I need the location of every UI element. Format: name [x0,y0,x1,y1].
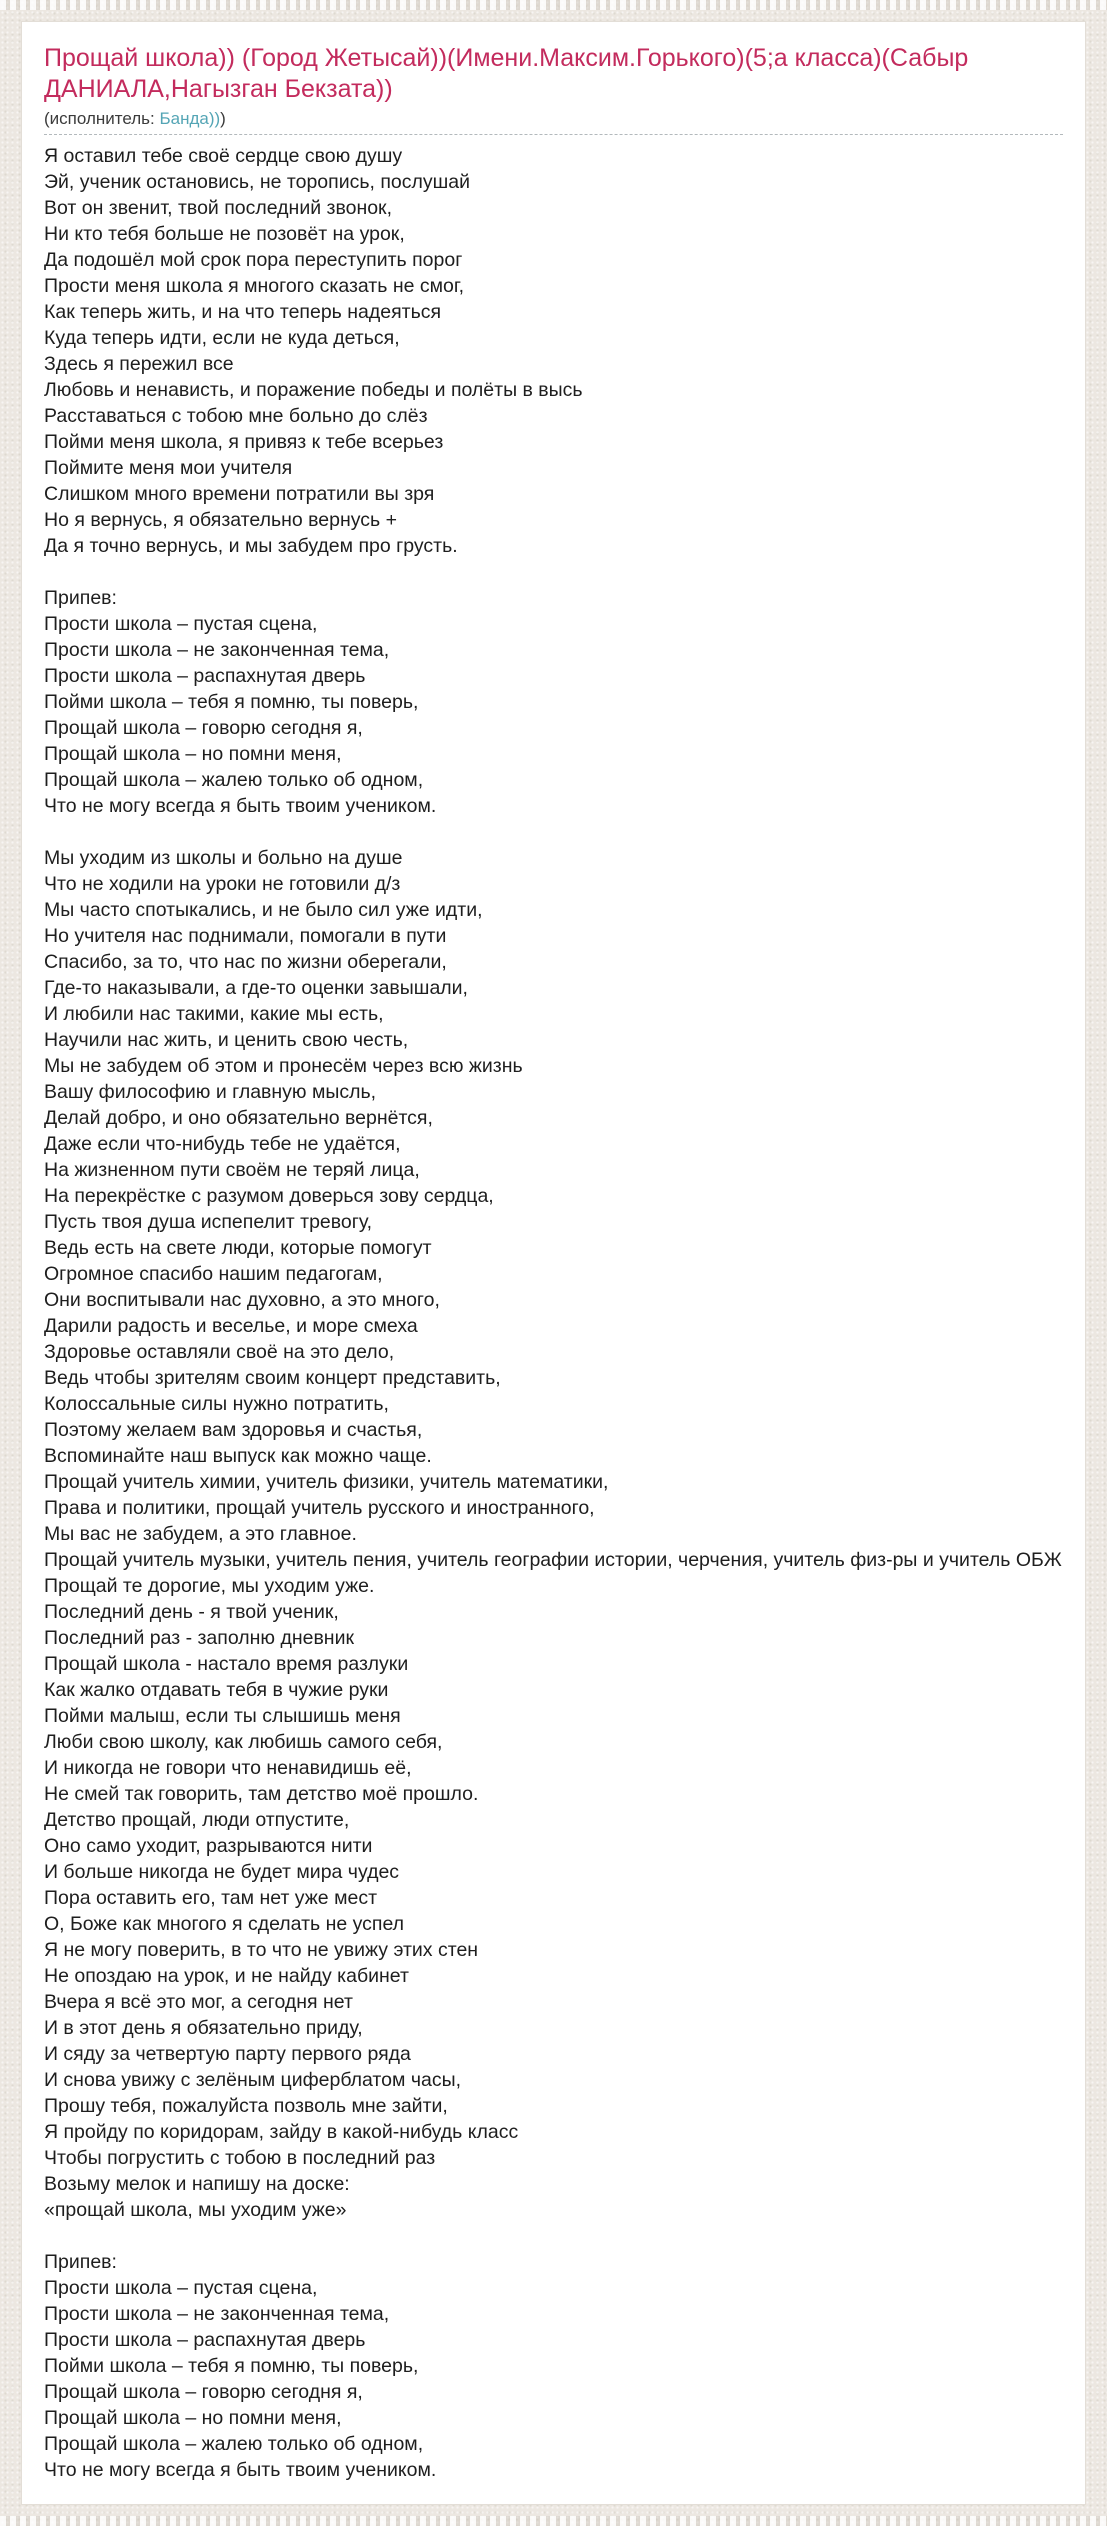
lyric-line: И снова увижу с зелёным циферблатом часы, [44,2069,462,2091]
lyric-line: Пойми малыш, если ты слышишь меня [44,1705,401,1727]
lyric-line: Пора оставить его, там нет уже мест [44,1887,377,1909]
song-header [44,43,1063,135]
lyric-line: Детство прощай, люди отпустите, [44,1809,350,1831]
lyric-line: Что не могу всегда я быть твоим учеником. [44,2459,437,2481]
lyric-line: Я оставил тебе своё сердце свою душу [44,145,403,167]
lyric-line: Прости школа – распахнутая дверь [44,665,366,687]
lyric-line: Научили нас жить, и ценить свою честь, [44,1029,409,1051]
lyric-line: Прости школа – пустая сцена, [44,2277,318,2299]
performer-suffix: ) [220,109,226,128]
lyric-line: Прошу тебя, пожалуйста позволь мне зайти, [44,2095,448,2117]
lyric-line: Последний раз - заполню дневник [44,1627,354,1649]
lyric-line: Оно само уходит, разрываются нити [44,1835,373,1857]
lyric-line: Возьму мелок и напишу на доске: [44,2173,350,2195]
lyric-line: Ведь есть на свете люди, которые помогут [44,1237,432,1259]
lyric-line: «прощай школа, мы уходим уже» [44,2199,347,2221]
lyric-line: Вчера я всё это мог, а сегодня нет [44,1991,353,2013]
lyric-line: Права и политики, прощай учитель русского и иностранного, [44,1497,595,1519]
lyric-line: Колоссальные силы нужно потратить, [44,1393,389,1415]
lyric-line: Вспоминайте наш выпуск как можно чаще. [44,1445,432,1467]
lyric-line: Прости школа – пустая сцена, [44,613,318,635]
lyric-line: И в этот день я обязательно приду, [44,2017,363,2039]
performer-link[interactable]: Банда)) [159,109,221,128]
lyric-line: Даже если что-нибудь тебе не удаётся, [44,1133,401,1155]
lyric-line: Последний день - я твой ученик, [44,1601,339,1623]
lyric-line: Любовь и ненависть, и поражение победы и полёты в высь [44,379,583,401]
lyric-line: Прощай школа – говорю сегодня я, [44,2381,363,2403]
lyric-line: Не опоздаю на урок, и не найду кабинет [44,1965,409,1987]
lyric-line: Пойми школа – тебя я помню, ты поверь, [44,2355,419,2377]
lyric-line: Мы уходим из школы и больно на душе [44,847,403,869]
page-bottom-stitched-edge [0,2516,1107,2526]
lyric-line: Мы часто спотыкались, и не было сил уже идти, [44,899,483,921]
lyric-line: Но я вернусь, я обязательно вернусь + [44,509,397,531]
lyric-line: Мы вас не забудем, а это главное. [44,1523,357,1545]
lyric-line: Вот он звенит, твой последний звонок, [44,197,393,219]
performer-label: (исполнитель: [44,109,160,128]
lyric-line: Прощай учитель химии, учитель физики, учитель математики, [44,1471,609,1493]
lyric-line: Да я точно вернусь, и мы забудем про грусть. [44,535,458,557]
lyric-line: Мы не забудем об этом и пронесём через всю жизнь [44,1055,523,1077]
lyric-line: На жизненном пути своём не теряй лица, [44,1159,420,1181]
lyric-line: Здоровье оставляли своё на это дело, [44,1341,395,1363]
lyric-line: Прощай школа – но помни меня, [44,743,342,765]
lyric-line: Пусть твоя душа испепелит тревогу, [44,1211,373,1233]
lyric-line: О, Боже как многого я сделать не успел [44,1913,405,1935]
lyric-line: Пойми школа – тебя я помню, ты поверь, [44,691,419,713]
lyric-line: Прости школа – не законченная тема, [44,639,390,661]
lyric-line: Поймите меня мои учителя [44,457,293,479]
lyric-line: Делай добро, и оно обязательно вернётся, [44,1107,433,1129]
lyric-line: Слишком много времени потратили вы зря [44,483,435,505]
lyric-line: Дарили радость и веселье, и море смеха [44,1315,418,1337]
lyric-line: На перекрёстке с разумом доверься зову сердца, [44,1185,494,1207]
lyric-line: Спасибо, за то, что нас по жизни оберегали, [44,951,447,973]
lyric-line: Где-то наказывали, а где-то оценки завышали, [44,977,468,999]
lyric-line: Я не могу поверить, в то что не увижу этих стен [44,1939,479,1961]
lyric-line: Прощай школа – говорю сегодня я, [44,717,363,739]
lyric-line: Пойми меня школа, я привяз к тебе всерьез [44,431,444,453]
lyric-line: Прощай школа - настало время разлуки [44,1653,409,1675]
lyric-line: Ведь чтобы зрителям своим концерт представить, [44,1367,501,1389]
lyric-line: Прощай учитель музыки, учитель пения, учитель географии истории, черчения, учитель физ-ры и учитель ОБЖ [44,1549,1062,1571]
lyrics-text [44,143,1063,2483]
page-top-stitched-edge [0,0,1107,10]
lyric-line: Но учителя нас поднимали, помогали в пути [44,925,447,947]
lyric-line: Расставаться с тобою мне больно до слёз [44,405,428,427]
performer-line [44,109,1063,134]
lyric-line: Как жалко отдавать тебя в чужие руки [44,1679,389,1701]
lyric-line: Прощай школа – жалею только об одном, [44,769,424,791]
lyric-line: Эй, ученик остановись, не торопись, послушай [44,171,471,193]
lyrics-card [21,21,1086,2505]
lyric-line: Припев: [44,2251,117,2273]
page-title: Прощай школа)) (Город Жетысай))(Имени.Максим.Горького)(5;а класса)(Сабыр ДАНИАЛА,Нагызган Бекзата)) [44,44,969,103]
lyric-line: Что не ходили на уроки не готовили д/з [44,873,401,895]
lyric-line: Здесь я пережил все [44,353,234,375]
lyric-line: Прощай те дорогие, мы уходим уже. [44,1575,375,1597]
lyric-line: Люби свою школу, как любишь самого себя, [44,1731,443,1753]
lyric-line: Что не могу всегда я быть твоим учеником. [44,795,437,817]
lyric-line: Да подошёл мой срок пора переступить порог [44,249,463,271]
lyric-line: Ни кто тебя больше не позовёт на урок, [44,223,405,245]
lyric-line: Поэтому желаем вам здоровья и счастья, [44,1419,423,1441]
lyric-line: И любили нас такими, какие мы есть, [44,1003,384,1025]
lyric-line: Прости школа – распахнутая дверь [44,2329,366,2351]
lyric-line: Куда теперь идти, если не куда деться, [44,327,400,349]
lyric-line: И больше никогда не будет мира чудес [44,1861,400,1883]
lyric-line: Как теперь жить, и на что теперь надеяться [44,301,442,323]
lyric-line: Не смей так говорить, там детство моё прошло. [44,1783,479,1805]
lyric-line: И никогда не говори что ненавидишь её, [44,1757,412,1779]
lyric-line: Припев: [44,587,117,609]
lyric-line: И сяду за четвертую парту первого ряда [44,2043,411,2065]
lyric-line: Прости меня школа я многого сказать не смог, [44,275,465,297]
lyric-line: Прощай школа – но помни меня, [44,2407,342,2429]
lyric-line: Огромное спасибо нашим педагогам, [44,1263,383,1285]
lyric-line: Прощай школа – жалею только об одном, [44,2433,424,2455]
lyric-line: Чтобы погрустить с тобою в последний раз [44,2147,436,2169]
lyric-line: Они воспитывали нас духовно, а это много, [44,1289,440,1311]
lyric-line: Я пройду по коридорам, зайду в какой-нибудь класс [44,2121,519,2143]
lyric-line: Прости школа – не законченная тема, [44,2303,390,2325]
lyric-line: Вашу философию и главную мысль, [44,1081,377,1103]
